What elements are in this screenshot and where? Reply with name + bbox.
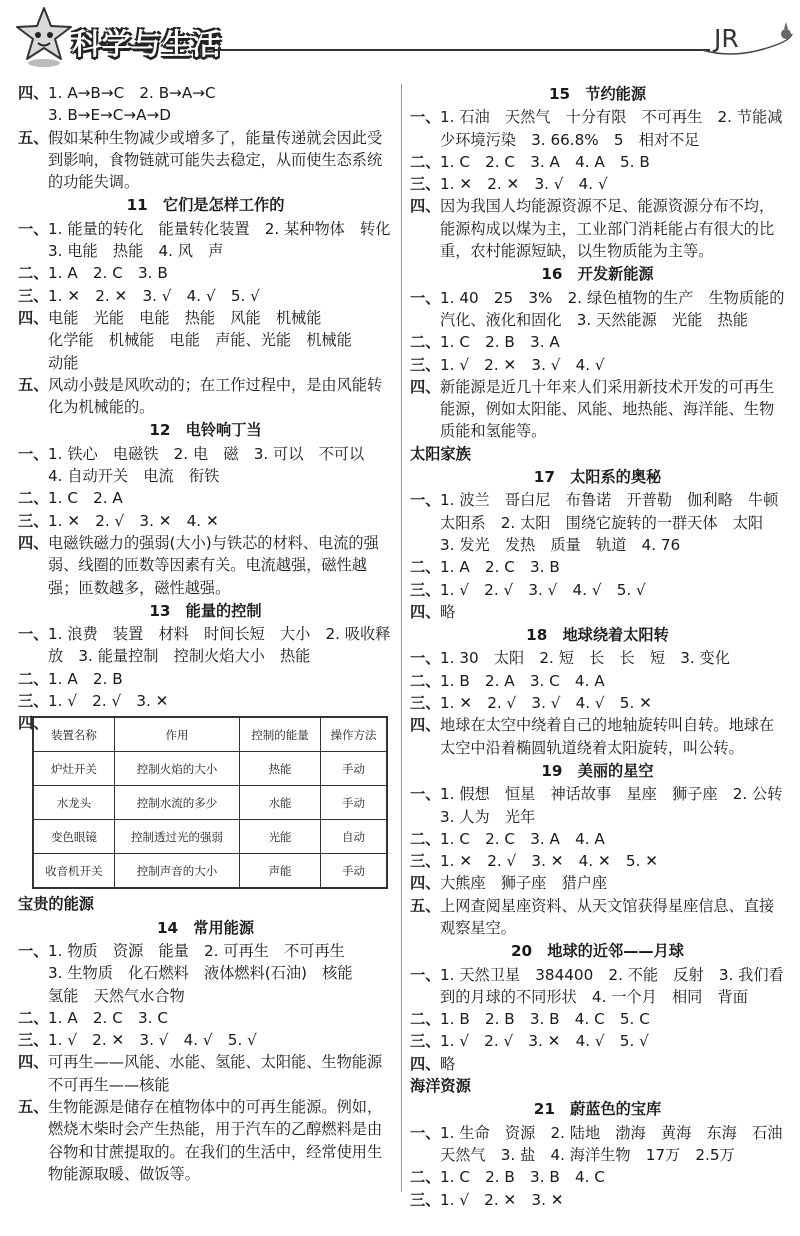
lesson-title: 13 能量的控制 [149,601,262,620]
item-text: 可再生——风能、水能、氢能、太阳能、生物能源 不可再生——核能 [48,1053,383,1094]
table-header-cell: 控制的能量 [240,717,321,752]
item-label: 一、 [410,288,441,307]
table-row [33,820,387,854]
item-text: 略 [440,602,456,621]
lesson-title: 14 常用能源 [156,918,255,937]
lesson-title: 16 开发新能源 [541,265,654,284]
answer-item [410,828,785,850]
item-label: 四、 [18,714,49,733]
item-text: 因为我国人均能源资源不足、能源资源分布不均，能源构成以煤为主，工业部门消耗能占有很大的比重，农村能源短缺，以生物质能为主等。 [440,197,775,261]
lesson-title: 11 它们是怎样工作的 [126,196,285,215]
item-text: 1. √ 2. √ 3. ✕ 4. √ 5. √ [440,1032,649,1051]
item-text: 新能源是近几十年来人们采用新技术开发的可再生能源，例如太阳能、风能、地热能、海洋能、生物质能和氢能等。 [440,377,775,441]
table-header-cell: 操作方法 [320,717,387,752]
item-text: 1. C 2. C 3. A 4. A 5. B [440,152,650,171]
lesson-title: 19 美丽的星空 [541,761,654,780]
item-label: 五、 [18,128,49,147]
item-text: 1. 生命 资源 2. 陆地 渤海 黄海 东海 石油 天然气 3. 盐 4. 海洋生物 17万 2.5万 [440,1123,798,1164]
lesson-title: 18 地球绕着太阳转 [526,626,669,645]
table-cell: 收音机开关 [33,854,114,889]
item-text: 1. 物质 资源 能量 2. 可再生 不可再生 3. 生物质 化石燃料 液体燃料(石油) 核能 氢能 天然气水合物 [48,941,353,1005]
table-cell: 控制透过光的强弱 [114,820,239,854]
item-text: 1. B 2. B 3. B 4. C 5. C [440,1010,650,1029]
item-label: 一、 [18,219,49,238]
item-text: 1. 浪费 装置 材料 时间长短 大小 2. 吸收释放 3. 能量控制 控制火焰大小 热能 [48,625,391,666]
item-text: 略 [440,1054,456,1073]
answer-item [18,307,393,374]
item-label: 三、 [18,1031,49,1050]
item-text: 1. A 2. B [48,669,123,688]
item-label: 三、 [18,692,49,711]
table-row [33,854,387,889]
answer-item [18,1029,393,1051]
item-text: 1. 天然卫星 384400 2. 不能 反射 3. 我们看到的月球的不同形状 4. 一个月 相同 背面 [440,965,784,1006]
item-label: 二、 [410,152,441,171]
answer-item [410,692,785,714]
item-label: 三、 [18,511,49,530]
answer-item [410,331,785,353]
answer-item [410,1166,785,1188]
item-text: 大熊座 狮子座 猎户座 [440,874,608,893]
item-text: 1. A 2. C 3. B [48,264,168,283]
answer-item [410,354,785,376]
answer-item [18,1007,393,1029]
item-label: 二、 [18,1008,49,1027]
table-row [33,752,387,786]
item-label: 二、 [410,829,441,848]
item-text: 电磁铁磁力的强弱(大小)与铁芯的材料、电流的强弱、线圈的匝数等因素有关。电流越强，磁性越强；匝数越多，磁性越强。 [48,533,379,597]
item-label: 四、 [18,533,49,552]
answer-item [410,601,785,623]
item-label: 二、 [410,333,441,352]
table-cell: 光能 [240,820,321,854]
answer-item [410,376,785,443]
answer-item [18,690,393,712]
answer-item [18,443,393,488]
answer-item [410,895,785,940]
answer-item [410,489,794,556]
item-text: 上网查阅星座资料、从天文馆获得星座信息、直接观察星空。 [440,896,775,937]
page-header [0,0,800,80]
item-label: 一、 [18,941,49,960]
item-label: 四、 [18,84,49,102]
item-label: 一、 [18,625,49,644]
item-label: 一、 [410,1123,441,1142]
table-cell: 控制声音的大小 [114,854,239,889]
lesson-title: 17 太阳系的奥秘 [533,468,662,487]
item-label: 二、 [18,669,49,688]
item-text: 1. C 2. A [48,489,123,508]
item-label: 五、 [410,896,441,915]
answer-item [410,714,785,759]
item-label: 一、 [410,785,441,804]
item-label: 三、 [410,852,441,871]
answer-item [410,1053,785,1075]
item-text: 电能 光能 电能 热能 风能 机械能 化学能 机械能 电能 声能、光能 机械能 动能 [48,308,352,372]
lesson-title: 20 地球的近邻——月球 [510,942,684,961]
item-text: 1. √ 2. √ 3. √ 4. √ 5. √ [440,580,646,599]
item-text: 1. A→B→C 2. B→A→C 3. B→E→C→A→D [48,84,216,125]
answer-item [410,173,785,195]
answer-item [18,262,393,284]
item-label: 四、 [18,308,49,327]
item-text: 1. 铁心 电磁铁 2. 电 磁 3. 可以 不可以 4. 自动开关 电流 衔铁 [48,444,365,486]
item-text: 1. ✕ 2. √ 3. √ 4. √ 5. ✕ [440,694,652,713]
item-text: 1. ✕ 2. √ 3. ✕ 4. ✕ [48,511,219,530]
table-cell: 控制水流的多少 [114,786,239,820]
item-label: 一、 [410,491,441,510]
table-cell: 控制火焰的大小 [114,752,239,786]
item-label: 四、 [410,874,441,893]
answer-item [18,668,393,690]
item-label: 三、 [410,175,441,194]
answer-item [18,285,393,307]
item-text: 1. 40 25 3% 2. 绿色植物的生产 生物质能的汽化、液化和固化 3. 天然能源 光能 热能 [440,288,785,329]
item-text: 1. C 2. B 3. A [440,333,560,352]
unit-title: 海洋资源 [410,1077,471,1096]
item-label: 四、 [410,197,441,216]
answer-item [18,1051,393,1096]
item-label: 四、 [410,716,441,735]
answer-item [18,532,393,599]
answer-item [18,127,393,194]
item-text: 1. B 2. A 3. C 4. A [440,671,605,690]
item-label: 三、 [410,355,441,374]
table-header-cell: 作用 [114,717,239,752]
table-cell: 手动 [320,752,387,786]
answer-item [410,964,785,1009]
right-column [410,82,798,1211]
answer-item [410,556,785,578]
item-text: 1. ✕ 2. √ 3. ✕ 4. ✕ 5. ✕ [440,852,658,871]
item-label: 二、 [410,1010,441,1029]
answer-item [18,1096,393,1185]
item-text: 1. 假想 恒星 神话故事 星座 狮子座 2. 公转 3. 人为 光年 [440,785,798,826]
answer-item [18,82,393,127]
table-cell: 手动 [320,786,387,820]
answer-item [410,151,785,173]
answer-item [18,218,406,263]
item-label: 三、 [410,1190,441,1209]
item-label: 五、 [18,1097,49,1116]
table-cell: 手动 [320,854,387,889]
answer-item [410,106,785,151]
item-text: 1. √ 2. ✕ 3. ✕ [440,1190,564,1209]
table-cell: 水能 [240,786,321,820]
answer-item [410,579,785,601]
item-text: 1. A 2. C 3. C [48,1008,168,1027]
table-cell: 炉灶开关 [33,752,114,786]
item-text: 假如某种生物减少或增多了，能量传递就会因此受到影响，食物链就可能失去稳定，从而使生态系统的功能失调。 [48,128,383,192]
answer-item [410,1008,785,1030]
answer-item [410,670,785,692]
item-text: 1. C 2. C 3. A 4. A [440,829,605,848]
table-cell: 变色眼镜 [33,820,114,854]
item-label: 二、 [410,558,441,577]
item-label: 二、 [18,489,49,508]
item-text: 1. 石油 天然气 十分有限 不可再生 2. 节能减少环境污染 3. 66.8% 5 相对不足 [440,108,783,149]
item-text: 1. ✕ 2. ✕ 3. √ 4. √ [440,175,608,194]
item-text: 1. A 2. C 3. B [440,558,560,577]
item-text: 1. √ 2. ✕ 3. √ 4. √ [440,355,605,374]
item-label: 三、 [410,1032,441,1051]
energy-control-table [32,716,388,889]
item-text: 1. ✕ 2. ✕ 3. √ 4. √ 5. √ [48,286,260,305]
brand-title: 科学与生活 [72,27,223,61]
edition-code: JR [714,24,739,53]
answer-item [410,850,785,872]
answer-item [410,287,785,332]
item-label: 四、 [18,1053,49,1072]
answer-item [410,1189,785,1211]
table-cell: 声能 [240,854,321,889]
lesson-title: 15 节约能源 [548,85,647,103]
unit-title: 太阳家族 [410,444,471,463]
table-header-row [33,717,387,752]
item-label: 一、 [410,965,441,984]
table-header-cell: 装置名称 [33,717,114,752]
column-divider [401,84,402,1192]
table-cell: 自动 [320,820,387,854]
answer-item [410,1030,785,1052]
item-text: 1. 30 太阳 2. 短 长 长 短 3. 变化 [440,649,730,668]
item-label: 二、 [18,264,49,283]
item-label: 三、 [410,580,441,599]
item-text: 地球在太空中绕着自己的地轴旋转叫自转。地球在太空中沿着椭圆轨道绕着太阳旋转，叫公转。 [440,716,775,757]
item-label: 一、 [410,108,441,127]
answer-item [410,783,798,828]
table-row [33,786,387,820]
item-label: 一、 [18,444,49,463]
answer-item [410,195,785,262]
answer-item [18,623,393,668]
item-label: 二、 [410,1168,441,1187]
item-label: 二、 [410,671,441,690]
answer-item [18,940,393,1007]
answer-item [18,374,393,419]
header-rule [215,49,710,51]
item-label: 三、 [18,286,49,305]
answer-item [410,647,785,669]
lesson-title: 21 蔚蓝色的宝库 [533,1100,662,1119]
item-label: 三、 [410,694,441,713]
item-label: 五、 [18,375,49,394]
answer-item [410,872,785,894]
item-text: 1. 能量的转化 能量转化装置 2. 某种物体 转化 3. 电能 热能 4. 风 声 [48,219,406,261]
answer-item [410,1122,798,1167]
answer-item [18,487,393,509]
star-mascot-icon [14,6,74,68]
item-text: 1. C 2. B 3. B 4. C [440,1168,605,1187]
item-text: 1. 波兰 哥白尼 布鲁诺 开普勒 伽利略 牛顿 太阳系 2. 太阳 围绕它旋转的一群天体 太阳 3. 发光 发热 质量 轨道 4. 76 [440,491,794,554]
unit-title: 宝贵的能源 [18,895,94,914]
item-label: 四、 [410,1054,441,1073]
item-text: 1. √ 2. √ 3. ✕ [48,692,169,711]
table-cell: 水龙头 [33,786,114,820]
item-label: 四、 [410,377,441,396]
item-label: 四、 [410,602,441,621]
item-text: 生物能源是储存在植物体中的可再生能源。例如，燃烧木柴时会产生热能，用于汽车的乙醇燃料是由谷物和甘蔗提取的。在我们的生活中，经常使用生物能源取暖、做饭等。 [48,1097,383,1183]
item-text: 1. √ 2. ✕ 3. √ 4. √ 5. √ [48,1031,257,1050]
item-label: 一、 [410,649,441,668]
lesson-title: 12 电铃响丁当 [149,421,262,440]
table-cell: 热能 [240,752,321,786]
item-text: 风动小鼓是风吹动的；在工作过程中，是由风能转化为机械能的。 [48,375,383,417]
left-column [18,82,406,1185]
answer-item [18,510,393,532]
